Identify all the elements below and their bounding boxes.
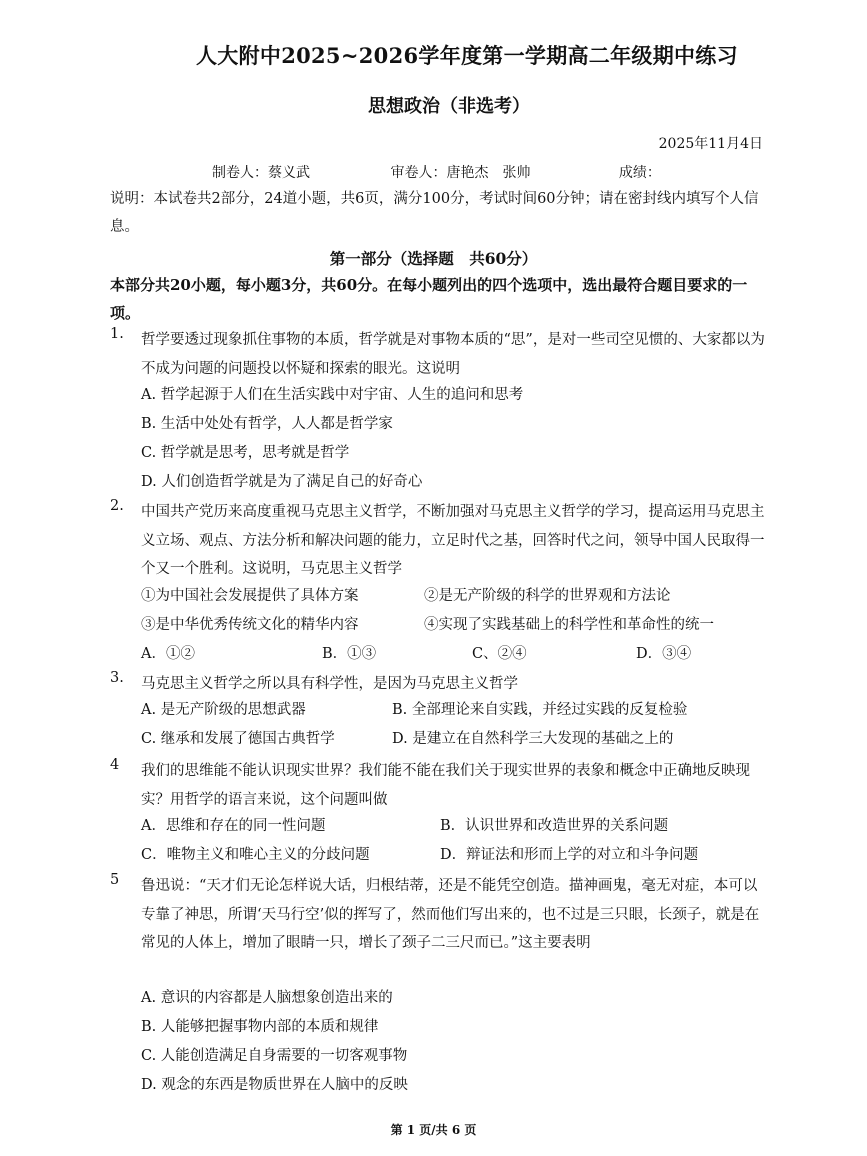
question-stem: 马克思主义哲学之所以具有科学性，是因为马克思主义哲学: [141, 676, 518, 692]
option-d: D．③④: [636, 646, 692, 662]
option-a: A．①②: [141, 646, 195, 662]
score-label: 成绩：: [618, 165, 661, 181]
exam-instructions: 说明：本试卷共2部分，24道小题，共6页，满分100分，考试时间60分钟；请在密封线内填写个人信息。: [110, 191, 759, 235]
part-instruction: 本部分共20小题，每小题3分，共60分。在每小题列出的四个选项中，选出最符合题目要求的一项。: [110, 276, 748, 322]
question-3: [110, 670, 770, 756]
option-d: D. 观念的东西是物质世界在人脑中的反映: [141, 1077, 408, 1093]
question-stem: 哲学要透过现象抓住事物的本质，哲学就是对事物本质的“思”，是对一些司空见惯的、大家都以为不成为问题的问题投以怀疑和探索的眼光。这说明: [141, 332, 765, 377]
question-1: [110, 326, 770, 498]
question-stem: 中国共产党历来高度重视马克思主义哲学，不断加强对马克思主义哲学的学习，提高运用马克思主义立场、观点、方法分析和解决问题的能力，立足时代之基，回答时代之问，领导中国人民取得一个又一个胜利。这说明，马克思主义哲学: [141, 504, 765, 577]
option-c: C. 继承和发展了德国古典哲学: [141, 731, 335, 747]
option-d: D．辩证法和形而上学的对立和斗争问题: [440, 847, 699, 863]
option-b: B．①③: [322, 646, 377, 662]
option-b: B．认识世界和改造世界的关系问题: [440, 818, 669, 834]
option-c: C. 哲学就是思考，思考就是哲学: [141, 445, 350, 461]
option-a: A. 哲学起源于人们在生活实践中对宇宙、人生的追问和思考: [141, 387, 524, 403]
maker-label: 制卷人：蔡义武: [212, 165, 310, 181]
question-2: [110, 498, 770, 670]
option-a: A．思维和存在的同一性问题: [141, 818, 326, 834]
page-footer: 第 1 页/共 6 页: [390, 1123, 477, 1137]
option-d: D. 人们创造哲学就是为了满足自己的好奇心: [141, 474, 423, 490]
part-title: 第一部分（选择题 共60分）: [329, 249, 538, 268]
question-number: 3.: [110, 670, 124, 686]
option-c: C、②④: [472, 646, 527, 662]
question-stem: 鲁迅说：“天才们无论怎样说大话，归根结蒂，还是不能凭空创造。描神画鬼，毫无对症，本可以专靠了神思，所谓‘天马行空’似的挥写了，然而他们写出来的，也不过是三只眼，长颈子，就是在常见的人体上，增加了眼睛一只，增长了颈子二三尺而已。”这主要表明: [141, 878, 760, 951]
statement-3: ③是中华优秀传统文化的精华内容: [141, 617, 359, 633]
staff-line: [212, 162, 661, 182]
question-number: 5: [110, 872, 120, 888]
exam-title: 人大附中2025~2026学年度第一学期高二年级期中练习: [196, 43, 738, 68]
reviewer-label: 审卷人：唐艳杰 张帅: [390, 165, 531, 181]
option-c: C. 人能创造满足自身需要的一切客观事物: [141, 1048, 408, 1064]
question-5: [110, 872, 770, 1102]
exam-subtitle: 思想政治（非选考）: [368, 96, 530, 117]
option-b: B. 全部理论来自实践，并经过实践的反复检验: [392, 702, 688, 718]
option-a: A. 意识的内容都是人脑想象创造出来的: [141, 990, 393, 1006]
question-4: [110, 757, 770, 872]
statement-4: ④实现了实践基础上的科学性和革命性的统一: [424, 617, 714, 633]
question-stem: 我们的思维能不能认识现实世界？我们能不能在我们关于现实世界的表象和概念中正确地反映现实？用哲学的语言来说，这个问题叫做: [141, 763, 750, 808]
option-a: A. 是无产阶级的思想武器: [141, 702, 306, 718]
statement-1: ①为中国社会发展提供了具体方案: [141, 588, 359, 604]
statement-2: ②是无产阶级的科学的世界观和方法论: [424, 588, 671, 604]
option-c: C．唯物主义和唯心主义的分歧问题: [141, 847, 370, 863]
question-number: 1.: [110, 326, 124, 342]
question-number: 2.: [110, 498, 124, 514]
question-number: 4: [110, 757, 120, 773]
option-b: B. 人能够把握事物内部的本质和规律: [141, 1019, 379, 1035]
option-b: B. 生活中处处有哲学，人人都是哲学家: [141, 416, 393, 432]
exam-date: 2025年11月4日: [658, 136, 763, 152]
option-d: D. 是建立在自然科学三大发现的基础之上的: [392, 731, 674, 747]
